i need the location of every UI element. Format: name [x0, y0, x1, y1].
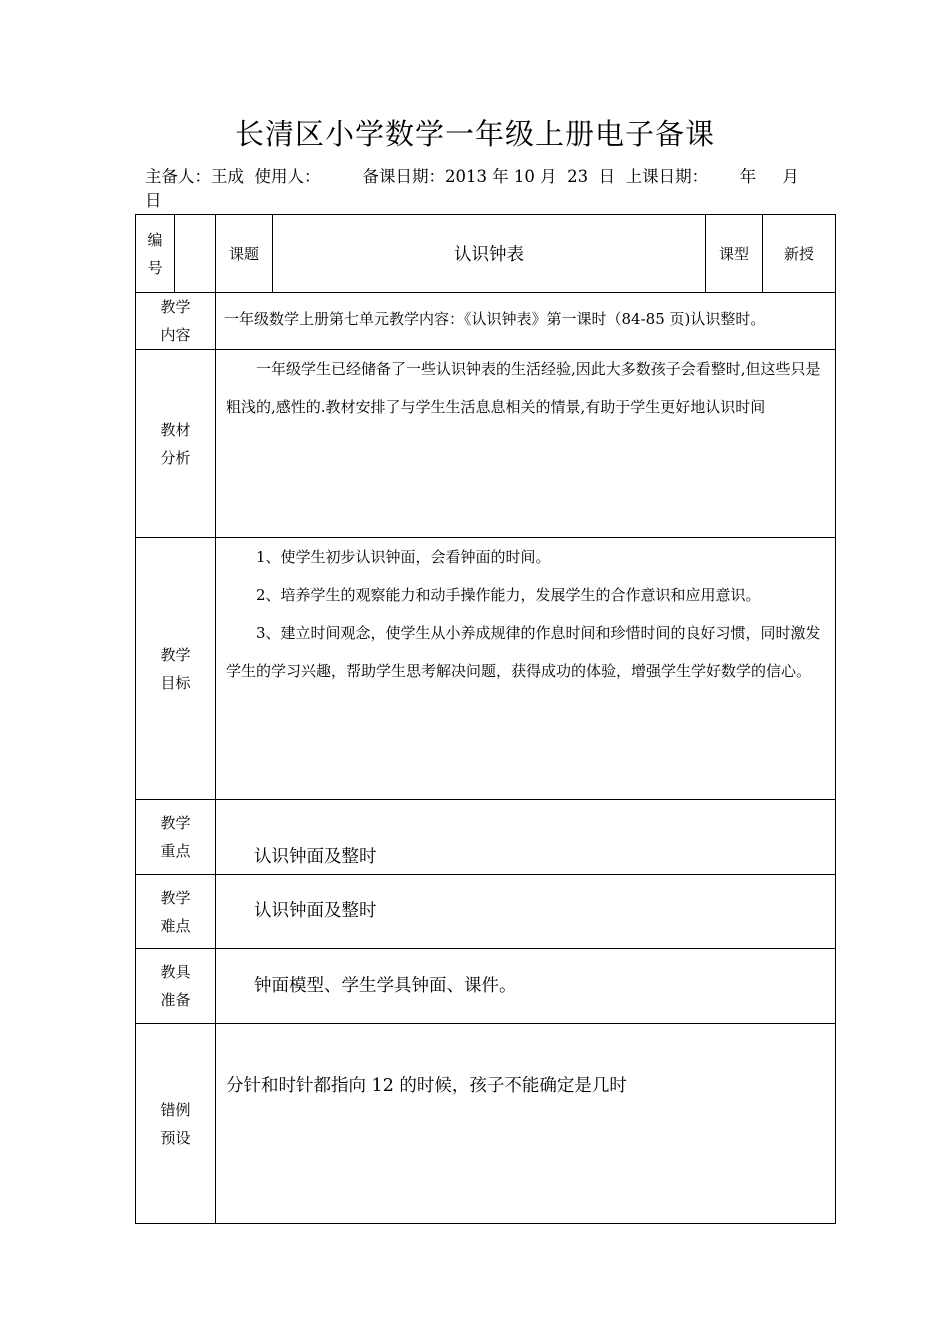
keypoint-row: [136, 800, 836, 875]
difficulty-label: 教学 难点: [136, 875, 216, 949]
biaohao-cell: [136, 215, 216, 293]
analysis-text: 一年级学生已经储备了一些认识钟表的生活经验,因此大多数孩子会看整时,但这些只是粗浅的,感性的.教材安排了与学生生活息息相关的情景,有助于学生更好地认识时间: [216, 350, 836, 538]
difficulty-row: [136, 875, 836, 949]
errors-label: 错例 预设: [136, 1024, 216, 1224]
lesson-plan-table: [135, 214, 836, 1224]
errors-row: [136, 1024, 836, 1224]
goals-row: [136, 538, 836, 800]
analysis-label: 教材 分析: [136, 350, 216, 538]
goal-item: 1、使学生初步认识钟面，会看钟面的时间。: [256, 548, 551, 566]
biaohao-split: [136, 215, 215, 292]
errors-text: 分针和时针都指向 12 的时候，孩子不能确定是几时: [216, 1024, 836, 1224]
kexing-label: 课型: [706, 215, 763, 293]
goals-text: [216, 538, 836, 800]
meta-info: [145, 165, 815, 213]
content-text: 一年级数学上册第七单元教学内容：《认识钟表》第一课时（84-85 页)认识整时。: [216, 293, 836, 350]
goal-item: 2、培养学生的观察能力和动手操作能力，发展学生的合作意识和应用意识。: [256, 586, 761, 604]
content-label: 教学 内容: [136, 293, 216, 350]
keypoint-text: 认识钟面及整时: [216, 800, 836, 875]
difficulty-text: 认识钟面及整时: [216, 875, 836, 949]
tools-row: [136, 949, 836, 1024]
content-row: [136, 293, 836, 350]
goals-label: 教学 目标: [136, 538, 216, 800]
keti-value: 认识钟表: [273, 215, 706, 293]
analysis-row: [136, 350, 836, 538]
biaohao-label: 编 号: [136, 215, 175, 292]
keti-label: 课题: [216, 215, 273, 293]
goal-item: 3、建立时间观念，使学生从小养成规律的作息时间和珍惜时间的良好习惯，同时激发学生的学习兴趣，帮助学生思考解决问题，获得成功的体验，增强学生学好数学的信心。: [226, 624, 821, 680]
meta-line-2: 日: [145, 191, 162, 210]
keypoint-label: 教学 重点: [136, 800, 216, 875]
tools-text: 钟面模型、学生学具钟面、课件。: [216, 949, 836, 1024]
biaohao-value: [175, 215, 216, 292]
kexing-value: 新授: [763, 215, 836, 293]
meta-line: 主备人：王成 使用人： 备课日期：2013 年 10 月 23 日 上课日期： 年 月: [145, 167, 799, 186]
document-title: 长清区小学数学一年级上册电子备课: [234, 117, 715, 151]
header-row: [136, 215, 836, 293]
tools-label: 教具 准备: [136, 949, 216, 1024]
